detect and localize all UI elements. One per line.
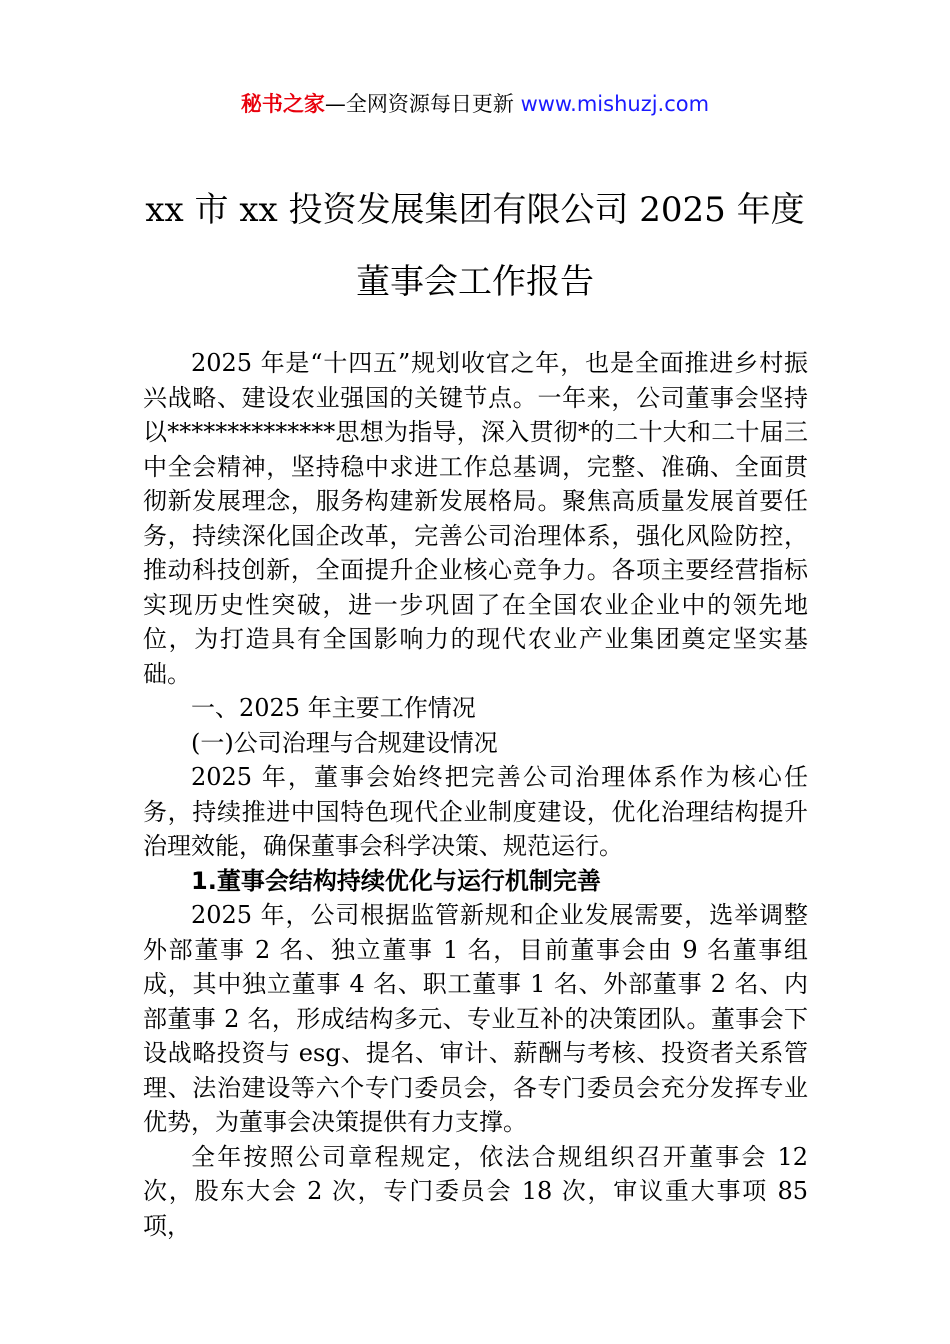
document-body	[143, 346, 808, 1243]
document-title-line-1: xx 市 xx 投资发展集团有限公司 2025 年度	[145, 190, 805, 230]
site-url-link[interactable]: www.mishuzj.com	[520, 92, 710, 116]
section-heading: 一、2025 年主要工作情况	[191, 694, 476, 722]
body-paragraph: 2025 年，董事会始终把完善公司治理体系作为核心任务，持续推进中国特色现代企业制度建设，优化治理结构提升治理效能，确保董事会科学决策、规范运行。	[143, 763, 808, 860]
header-banner	[0, 88, 950, 120]
subsection-heading: (一)公司治理与合规建设情况	[191, 728, 498, 757]
brand-name: 秘书之家	[240, 92, 325, 116]
intro-paragraph: 2025 年是“十四五”规划收官之年，也是全面推进乡村振兴战略、建设农业强国的关键节点。一年来，公司董事会坚持以**************思想为指导，深入贯彻*的二十大和二十届三中全会精神，坚持稳中求进工作总基调，完整、准确、全面贯彻新发展理念，服务构建新发展格局。聚焦高质量发展首要任务，持续深化国企改革，完善公司治理体系，强化风险防控，推动科技创新，全面提升企业核心竞争力。各项主要经营指标实现历史性突破，进一步巩固了在全国农业企业中的领先地位，为打造具有全国影响力的现代农业产业集团奠定坚实基础。	[143, 349, 808, 688]
header-slogan: —全网资源每日更新	[324, 92, 521, 116]
document-title-line-2: 董事会工作报告	[356, 262, 594, 302]
body-paragraph: 2025 年，公司根据监管新规和企业发展需要，选举调整外部董事 2 名、独立董事 1 名，目前董事会由 9 名董事组成，其中独立董事 4 名、职工董事 1 名、外部董事 2 名、内部董事 2 名，形成结构多元、专业互补的决策团队。董事会下设战略投资与 esg、提名、审计、薪酬与考核、投资者关系管理、法治建设等六个专门委员会，各专门委员会充分发挥专业优势，为董事会决策提供有力支撑。	[143, 901, 808, 1136]
body-paragraph: 全年按照公司章程规定，依法合规组织召开董事会 12 次，股东大会 2 次，专门委员会 18 次，审议重大事项 85 项，	[143, 1142, 808, 1240]
item-heading: 1.董事会结构持续优化与运行机制完善	[191, 866, 601, 895]
